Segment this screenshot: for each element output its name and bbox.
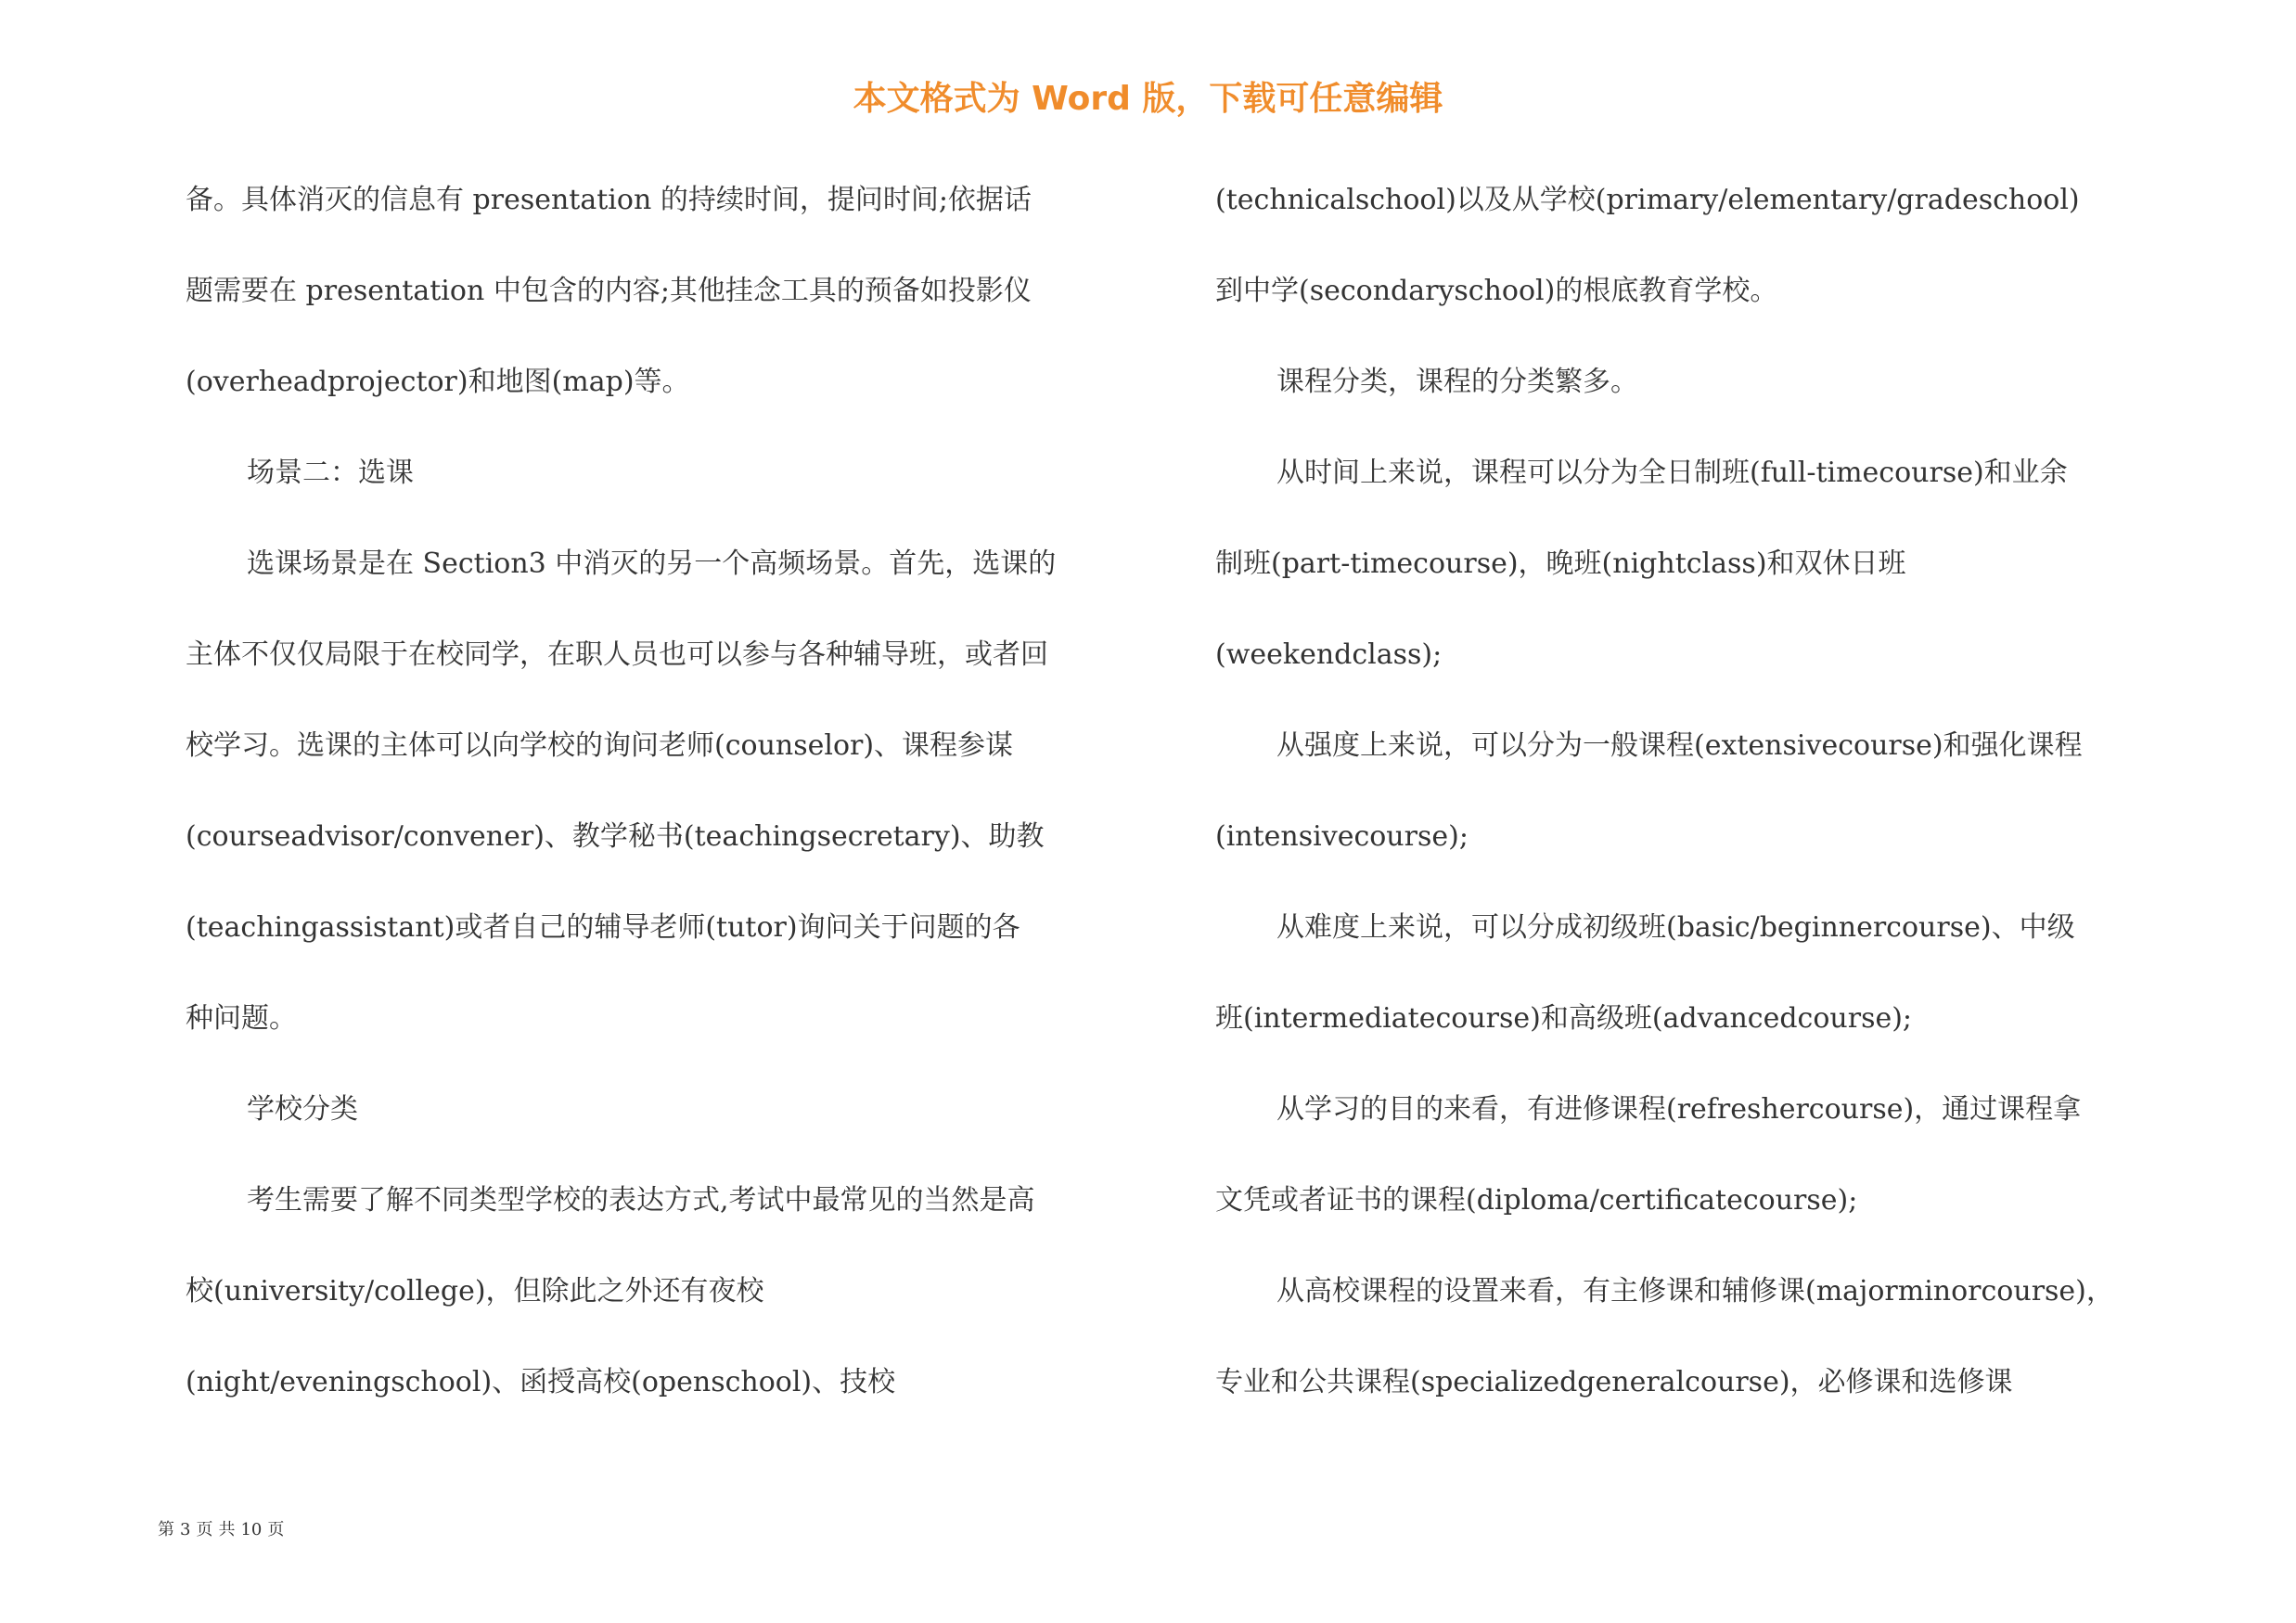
footer-label-page-end: 页 bbox=[267, 1520, 285, 1539]
text-line: (intensivecourse); bbox=[1215, 820, 1469, 853]
text-line: 从学习的目的来看，有进修课程(refreshercourse)，通过课程拿 bbox=[1276, 1093, 2082, 1126]
text-line: 种问题。 bbox=[186, 1002, 297, 1035]
current-page-number: 3 bbox=[180, 1520, 191, 1539]
text-line: 备。具体消灭的信息有 presentation 的持续时间，提问时间;依据话 bbox=[186, 184, 1032, 216]
text-line: (technicalschool)以及从学校(primary/elementary/gradeschool) bbox=[1215, 184, 2080, 216]
text-line: 从高校课程的设置来看，有主修课和辅修课(majorminorcourse)， bbox=[1276, 1275, 2114, 1307]
text-line: 到中学(secondaryschool)的根底教育学校。 bbox=[1215, 275, 1778, 307]
page-footer bbox=[158, 1516, 289, 1540]
text-line: (overheadprojector)和地图(map)等。 bbox=[186, 366, 690, 398]
footer-label-prefix: 第 bbox=[158, 1520, 174, 1539]
text-line: 主体不仅仅局限于在校同学，在职人员也可以参与各种辅导班，或者回 bbox=[186, 638, 1048, 671]
text-line: (courseadvisor/convener)、教学秘书(teachingsecretary)、助教 bbox=[186, 820, 1045, 853]
right-column bbox=[1215, 182, 2171, 1455]
left-column bbox=[186, 182, 1150, 1455]
text-line: 考生需要了解不同类型学校的表达方式,考试中最常见的当然是高 bbox=[247, 1184, 1035, 1217]
text-line: 从难度上来说，可以分成初级班(basic/beginnercourse)、中级 bbox=[1276, 911, 2075, 944]
text-line: 专业和公共课程(specializedgeneralcourse)，必修课和选修课 bbox=[1215, 1366, 2013, 1398]
text-line: (weekendclass); bbox=[1215, 638, 1443, 671]
text-line: 文凭或者证书的课程(diploma/certificatecourse); bbox=[1215, 1184, 1858, 1217]
section-heading: 场景二：选课 bbox=[247, 457, 414, 489]
text-line: 校学习。选课的主体可以向学校的询问老师(counselor)、课程参谋 bbox=[186, 729, 1014, 762]
footer-label-page: 页 bbox=[196, 1520, 213, 1539]
text-line: 选课场景是在 Section3 中消灭的另一个高频场景。首先，选课的 bbox=[247, 547, 1057, 580]
header-banner: 本文格式为 Word 版，下载可任意编辑 bbox=[853, 80, 1443, 118]
text-line: 课程分类，课程的分类繁多。 bbox=[1276, 366, 1638, 398]
total-pages-number: 10 bbox=[240, 1520, 263, 1539]
text-line: 制班(part-timecourse)，晚班(nightclass)和双休日班 bbox=[1215, 547, 1906, 580]
text-line: (teachingassistant)或者自己的辅导老师(tutor)询问关于问题的各 bbox=[186, 911, 1020, 944]
footer-label-total: 共 bbox=[218, 1520, 236, 1539]
text-line: 题需要在 presentation 中包含的内容;其他挂念工具的预备如投影仪 bbox=[186, 275, 1032, 307]
text-line: 从强度上来说，可以分为一般课程(extensivecourse)和强化课程 bbox=[1276, 729, 2083, 762]
section-heading: 学校分类 bbox=[247, 1093, 358, 1126]
text-line: 校(university/college)，但除此之外还有夜校 bbox=[186, 1275, 764, 1307]
text-line: (night/eveningschool)、函授高校(openschool)、技校 bbox=[186, 1366, 896, 1398]
text-line: 从时间上来说，课程可以分为全日制班(full-timecourse)和业余 bbox=[1276, 457, 2068, 489]
text-line: 班(intermediatecourse)和高级班(advancedcourse); bbox=[1215, 1002, 1913, 1035]
